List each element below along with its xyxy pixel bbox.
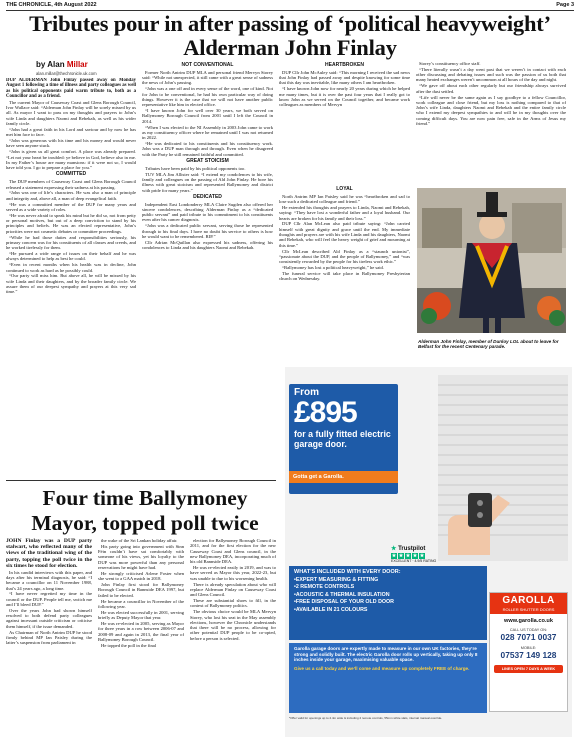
paragraph: He strongly criticised Arlene Foster when she went to a GAA match in 2018. <box>98 570 184 582</box>
photo-illustration <box>417 188 566 333</box>
paragraph: “Even in recent months when his health was in decline, John continued to work as hard as he possibly could. <box>6 262 136 273</box>
star-icon: ★ <box>398 553 404 559</box>
article-column-2 <box>142 61 273 416</box>
trustpilot-rating: EXCELLENT · 4.9/5 RATING <box>391 559 437 563</box>
paragraph: These are substantial shoes to fill, in the context of Ballymoney politics. <box>190 598 276 609</box>
running-head <box>6 2 574 11</box>
paragraph: Storey’s constituency office staff. <box>419 61 481 66</box>
story2-column-1 <box>6 538 92 726</box>
trustpilot-badge <box>391 545 436 563</box>
price-value: £895 <box>294 396 357 429</box>
story2-column-3 <box>190 538 276 726</box>
star-icon: ★ <box>405 553 411 559</box>
paragraph: John Finlay first stood for Ballymoney Borough Council in Bannside DEA 1997, but failed to be elected. <box>98 582 184 598</box>
subhead-great-stoicism: GREAT STOICISM <box>186 157 229 164</box>
feature-item: • EXPERT MEASURING & FITTING <box>294 577 482 584</box>
byline <box>36 61 126 77</box>
photo-caption: Alderman John Finlay, member of Dunloy LOL about to leave for Belfast for the recent Centenary parade. <box>418 339 559 350</box>
garolla-website-link[interactable]: www.garolla.co.uk <box>504 618 553 624</box>
paragraph: The DUP members of Causeway Coast and Glens Borough Council released a statement expressing their sadness at his passing. <box>6 179 136 190</box>
paragraph: He was re-elected easily in 2019, and was to have served as Mayor this year, 2022-23, but was unable to due to his worsening health. <box>190 565 276 581</box>
star-icon: ★ <box>412 553 418 559</box>
section-divider <box>6 480 276 481</box>
paragraph: DUP Cllr John McAuley said: “This morning I received the sad news that John Finlay had passed away and despite knowing for some time that this day was inevitable, like many others I am heartbroken. <box>279 69 410 86</box>
paragraph: He became a councillor in November of the following year. <box>98 598 184 609</box>
story2-column-2 <box>98 538 184 726</box>
lines-open-badge: LINES OPEN 7 DAYS A WEEK <box>494 665 563 673</box>
paragraph: “John was a one off and in every sense of the word, one of kind. Not for John to be conventional, he had his own particular way of doing things. However it is the case that we will not have another public representative like him in elected office. <box>142 86 273 108</box>
paragraph: Independent East Londonderry MLA Claire Sugden also offered her sincere condolences, describing Alderman Finlay as a “dedicated public servant” and paid tribute to his commitment to his constituents even after his cancer diagnosis. <box>142 201 273 223</box>
paragraph: “John had a great faith in his Lord and saviour and by now he has met him face to face. <box>6 126 136 138</box>
paragraph: North Antrim MP Ian Paisley said he was “heartbroken and sad to lose such a dedicated colleague and friend.” <box>279 193 410 205</box>
features-title: WHAT’S INCLUDED WITH EVERY DOOR: <box>294 569 401 575</box>
paragraph: “While he had those duties and responsibilities seriously, his primary concern was for his constituents of all classes and creeds, and he worked tirelessly for them. <box>6 234 136 251</box>
phone-number[interactable]: 028 7071 0037 <box>500 632 557 642</box>
byline-name: Millar <box>66 60 88 69</box>
feature-item: • AVAILABLE IN 21 COLOURS <box>294 607 482 614</box>
second-headline: Four time Ballymoney Mayor, topped poll twice <box>31 486 259 535</box>
paragraph: There is already speculation about who will replace Alderman Finlay on Causeway Coast and Glens Council. <box>190 581 276 598</box>
paragraph: In his candid interviews with this paper, and days after his terminal diagnosis, he said: “I became a councillor on 11 November 1988, that’s 24 years ago, a long time. <box>6 569 92 591</box>
paragraph: “John was one of life’s characters. He was also a man of principle and integrity and, above all, a man of deep evangelical faith. <box>6 190 136 201</box>
mobile-label: MOBILE: <box>520 646 537 650</box>
paragraph: Former North Antrim DUP MLA and personal friend Mervyn Storey said: “While not unexpected, it still came with a great sense of sadness the news of John’s passing. <box>142 69 273 86</box>
blurb-call-to-action: Give us a call today and we’ll come and measure up completely FREE of charge. <box>294 665 470 671</box>
feature-item: • 2 REMOTE CONTROLS <box>294 584 482 591</box>
garolla-contact-panel <box>489 592 568 712</box>
features-box <box>289 566 487 640</box>
paragraph: TUV MLA Jim Allister said: “I extend my condolences to his wife, family and colleagues on the passing of Ald John Finlay. He bore his illness with great stoicism and represented Ballymoney and district with pride for many years.” <box>142 171 273 193</box>
subhead-not-conventional: NOT CONVENTIONAL <box>181 62 234 68</box>
subhead-loyal: LOYAL <box>336 186 353 192</box>
paragraph: “He was dedicated to his constituents and his constituency work. John was a DUP man through and through. Even when he disagreed with the Party he still remained faithful and committed. <box>142 141 273 157</box>
call-label: CALL US TODAY ON: <box>509 628 548 632</box>
paragraph: “He was never afraid to speak his mind but he did so, not from petty or personal motives, but out of a deep conviction to stand by his principles and beliefs. He was an elected representative, John’s priorities were not cosmetic debates or committee proceedings. <box>6 212 136 234</box>
paragraph: The current Mayor of Causeway Coast and Glens Borough Council, Ivor Wallace said: “Alderman John Finlay will be sorely missed by us all. As mayor I want to pass on my thoughts and prayers to John’s wife Linda and daughters Naomi and Rebekah, as well as his wider family circle. <box>6 99 136 126</box>
byline-by: by Alan <box>36 60 67 69</box>
star-icon: ★ <box>391 553 397 559</box>
paragraph: Tributes have been paid by his political opponents too. <box>145 165 246 171</box>
lead-paragraph: DUP ALDERMAN John Finlay passed away on Monday August 1 following a time of illness and party colleagues as well as his political opponents paid warm tribute to, both as a Councillor and as a friend. <box>6 78 136 99</box>
portrait-photo <box>417 188 566 333</box>
paragraph: “He was a committed member of the DUP for many years and served as a wide variety of roles. <box>6 201 136 212</box>
byline-email[interactable]: alan.millar@thechronicle.uk.com <box>36 71 97 76</box>
paragraph: “He pursued a wide range of issues on their behalf and he was always determined to help as best he could. <box>6 251 136 262</box>
mobile-number[interactable]: 07537 149 128 <box>500 650 557 660</box>
trustpilot-text: Trustpilot <box>398 546 426 552</box>
paragraph: Cllr Adrian McQuillan also expressed his sadness, offering his condolences to Linda and his daughters Naomi and Rebekah. <box>142 239 273 251</box>
paragraph: He extended his thoughts and prayers to Linda, Naomi and Rebekah, saying: “They have lost a wonderful father and a loyal husband. Our hearts are broken for his family and their loss.” <box>279 204 410 221</box>
star-icon: ★ <box>419 553 425 559</box>
lead-paragraph: JOHN Finlay was a DUP party stalwart, who reflected many of the views of the traditional wing of the party, topping the poll twice in the six times he stood for election. <box>6 538 92 569</box>
paragraph: the wake of the Sri Lankan holiday affair. <box>101 538 178 543</box>
paragraph: “I have known John for well over 30 years, we both served on Ballymoney Borough Council from 2001 until I left the Council in 2014. <box>142 108 273 124</box>
paragraph: He was re-elected in 2005, serving as Mayor for three years in a row between 2006-07 and 2008-09 and again in 2013, the final year of Ballymoney Borough Council. <box>98 621 184 642</box>
paragraph: Over the years John had shown himself resolved to both defend party colleagues against incessant outside criticism or criticise them himself, if the issue demanded. <box>6 607 92 629</box>
paragraph: “I have known John now for nearly 20 years during which he helped me many times, but it is over the past four years that I really got to know John as we served on the Council together, and became work colleagues as members of Mervyn <box>279 86 410 108</box>
paragraph: “Our party will miss him. But above all, he will be missed by his wife Linda and their daughters, and by the broader family circle. We assure them of our deepest sympathy and prayers at this very sad time.” <box>6 273 136 295</box>
subhead-committed: COMMITTED <box>55 171 87 178</box>
features-list <box>294 577 482 614</box>
paragraph: The obvious choice would be MLA Mervyn Storey, who lost his seat in the May assembly elections, however the Chronicle understands that there will be no process, allowing for other potential DUP people to be co-opted, before a person is selected. <box>190 609 276 641</box>
paragraph: “John is given us all great comfort. A place was already prepared. “Let not your heart be troubled: ye believe in God, believe also in me. In my Father’s house are many mansions: if it were not so, I would have told you. I go to prepare a place for you.” <box>6 149 136 171</box>
paragraph: “Life will never be the same again as I say goodbye to a fellow Councillor, work colleague and close friend, but my loss is nothing compared to that of John’s wife Linda, daughters Naomi and Rebekah and the entire family circle who I extend my deepest sympathies to and will be in my thoughts over the coming difficult days. You are now pain free, safe in the Arms of Jesus my friend.” <box>416 94 566 127</box>
paragraph: The funeral service will take place in Ballymoney Presbyterian church on Wednesday. <box>279 270 410 282</box>
paragraph: “Ballymoney has lost a political heavyweight,” he said. <box>282 265 384 271</box>
trustpilot-star-icon: ★ <box>391 546 397 552</box>
article-column-1 <box>6 78 136 416</box>
paragraph: Cllr McLean described Ald Finlay as a “staunch unionist”, “passionate about the DUP, and the people of Ballymoney,” and “was consistently rewarded by the people for his tireless work ethic.” <box>279 248 410 265</box>
paragraph: His party going into government with Sinn Féin couldn’t have sat comfortably with someone of his views, yet his loyalty to the DUP was more powerful than any personal reservations he might have had. <box>98 543 184 571</box>
paragraph: “We gave off about each other regularly but our friendship always survived after the dust settled. <box>416 83 566 94</box>
paragraph: “There literally wasn’t a day went past that we weren’t in contact with each other discussing and debating issues and such was the passion of us both that many heated exchanges weren’t uncommon at all hours of the day and night. <box>416 66 566 83</box>
paragraph: “I have never regretted my time in the council or the DUP. People tell me, switch me and I’ll bleed DUP.” <box>6 591 92 607</box>
trustpilot-label <box>391 545 436 552</box>
garage-door-illustration <box>438 375 568 561</box>
ad-tagline: Gotta get a Garolla. <box>289 471 398 483</box>
garolla-tagline: ROLLER SHUTTER DOORS <box>490 607 567 614</box>
subhead-heartbroken: HEARTBROKEN <box>325 62 364 68</box>
article-column-3-continued <box>279 185 410 366</box>
feature-item: • FREE DISPOSAL OF YOUR OLD DOOR <box>294 599 482 606</box>
paragraph: He was elected successfully in 2001, serving briefly as Deputy Mayor that year. <box>98 609 184 621</box>
garolla-logo: GAROLLA <box>490 593 567 607</box>
price-description: for a fully fitted electric garage door. <box>294 429 391 450</box>
paragraph: He topped the poll in the final <box>101 642 157 648</box>
garage-door-image <box>438 375 568 561</box>
subhead-dedicated: DEDICATED <box>193 193 222 200</box>
paragraph: “John was a dedicated public servant, serving those he represented through to his final days. I have no doubt his service to others is how he would want to be remembered. RIP.” <box>142 223 273 239</box>
paragraph: election for Ballymoney Borough Council in 2011, and for the first election for the new Causeway Coast and Glens council, in the new Ballymoney DEA, incorporating much of his old Bannside DEA. <box>190 538 276 565</box>
garolla-advert[interactable] <box>285 367 572 737</box>
ad-blurb <box>289 643 487 713</box>
article-column-4 <box>416 61 566 185</box>
feature-item: • ACOUSTIC & THERMAL INSULATION <box>294 592 482 599</box>
page-number: Page 3 <box>556 2 574 8</box>
main-headline: Tributes pour in after passing of ‘political heavyweight’ Alderman John Finlay <box>29 11 551 60</box>
ad-footnote: *Offer valid for openings up to 2.4m wide & including 2 remote controls, 55mm white slats, internal manual override. <box>289 716 443 720</box>
blurb-text: Garolla garage doors are expertly made to measure in our own UK factories, they’re strong and solidly built. The electric Garolla door rolls up vertically, taking up only 8 inches inside your garage, maximising valuable space. <box>294 646 478 663</box>
paragraph: DUP Cllr Alan McLean also paid tribute saying: “John carried himself with great dignity and grace until the end. My immediate thoughts and prayers are with his wife Linda and his daughters, Naomi and Rebekah, who will feel the heavy weight of grief and mourning at this time.” <box>279 221 410 248</box>
price-from-label: From <box>294 387 319 398</box>
publication-date: THE CHRONICLE, 4th August 2022 <box>6 2 97 8</box>
paragraph: As Chairman of North Antrim DUP he stood firmly behind MP Ian Paisley during the latter’s suspension from parliament in <box>6 629 92 646</box>
paragraph: “John was generous with his time and his money and would never have seen anyone stuck. <box>6 138 136 149</box>
paragraph: “When I was elected to the NI Assembly in 2003 John came to work as my constituency officer where he remained until I was not returned in 2022. <box>142 124 273 141</box>
